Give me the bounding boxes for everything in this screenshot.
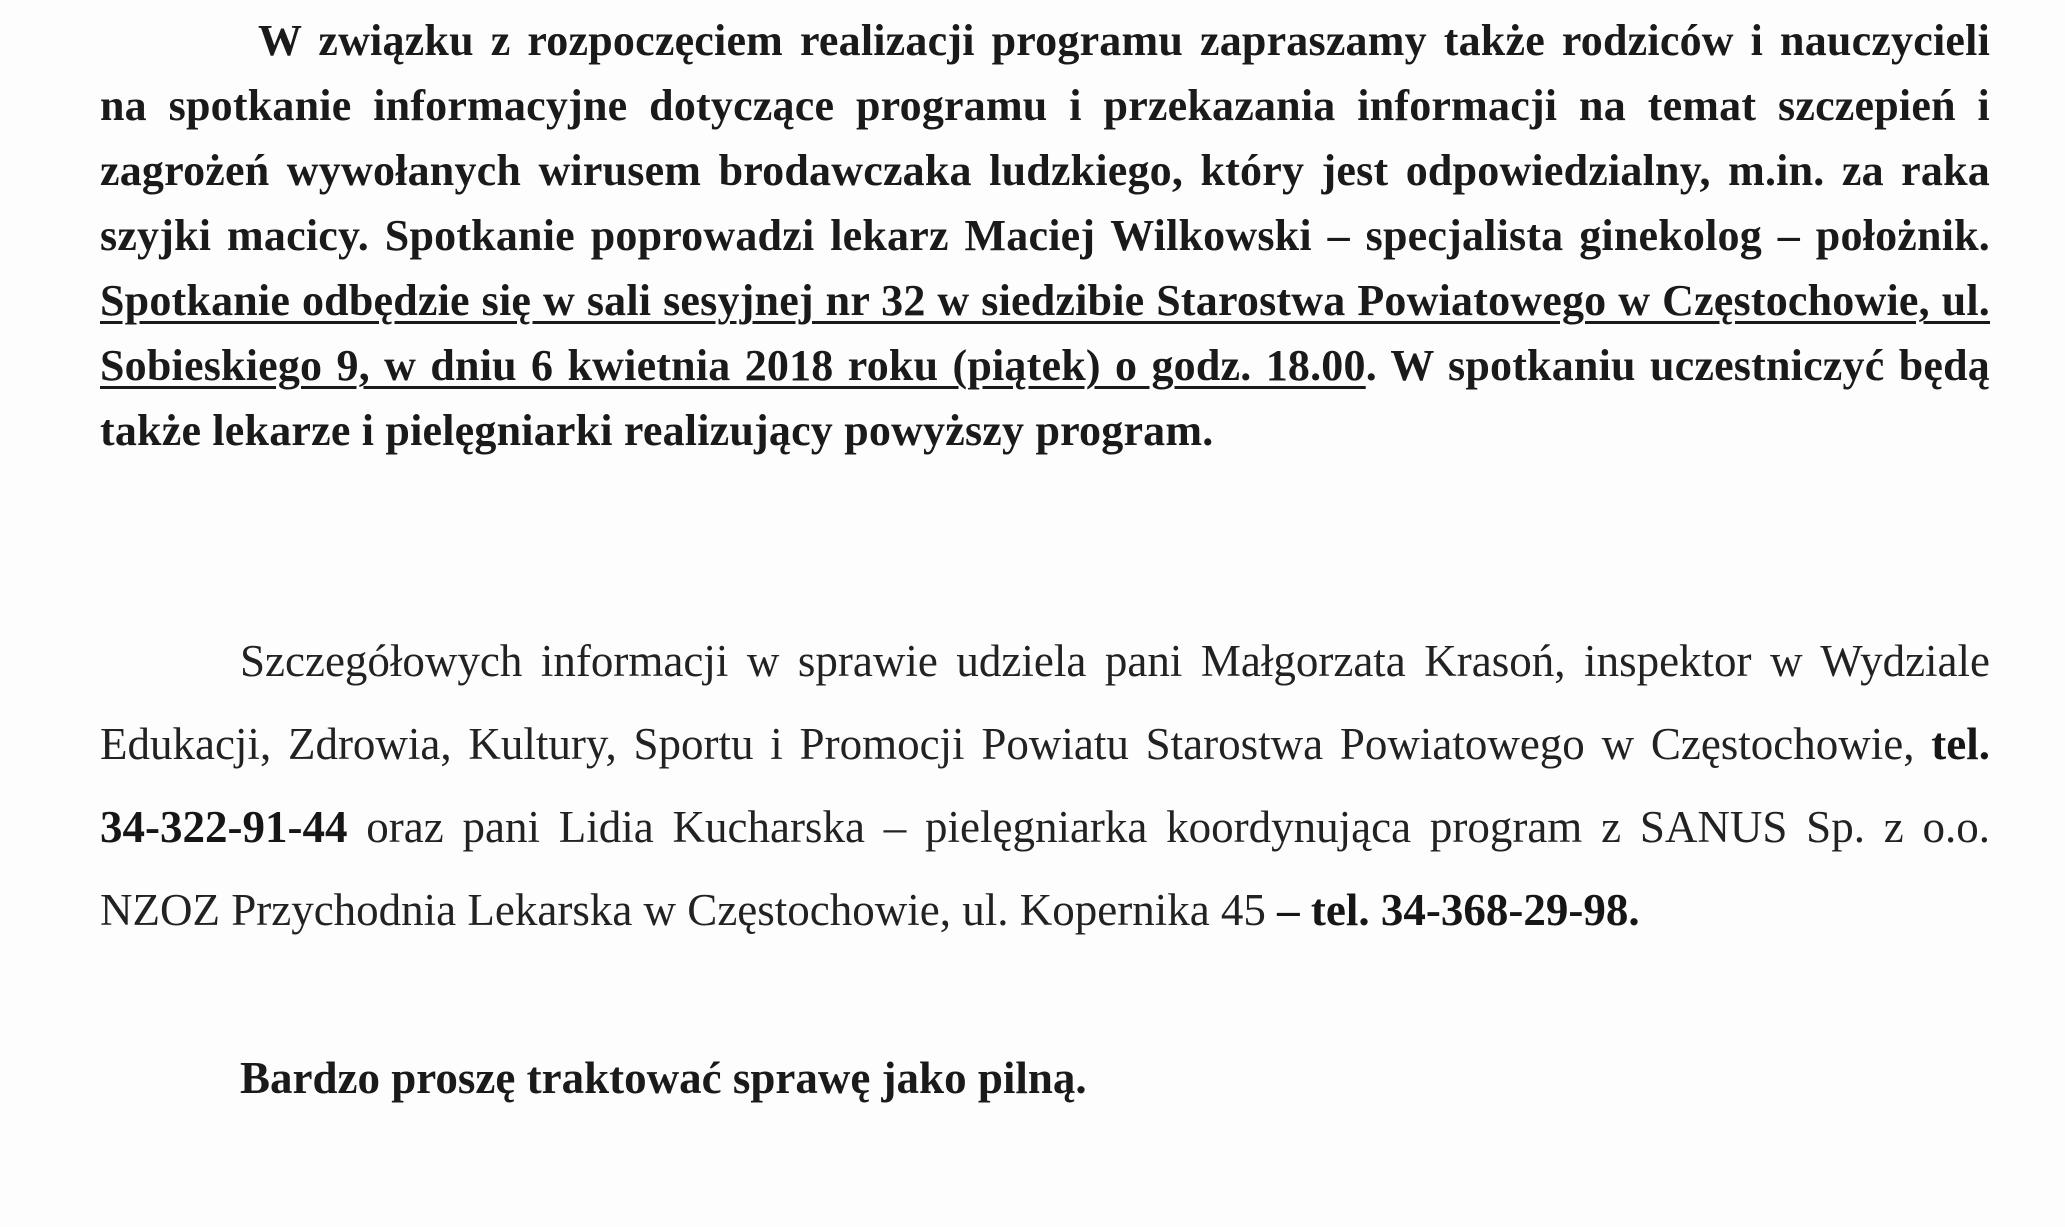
contact-text-part1: Szczegółowych informacji w sprawie udziela pani Małgorzata Krasoń, inspektor w Wydziale Edukacji, Zdrowia, Kultury, Sportu i Promocji Powiatu Starostwa Powiatowego w Częstochowie,: [100, 636, 1990, 769]
contact-info-paragraph: [100, 620, 1990, 952]
meeting-details-underlined: Spotkanie odbędzie się w sali sesyjnej nr 32 w siedzibie Starostwa Powiatowego w Częstochowie, ul. Sobieskiego 9, w dniu 6 kwietnia 2018 roku (piątek) o godz. 18.00: [100, 276, 1990, 390]
invitation-intro-text: W związku z rozpoczęciem realizacji programu zapraszamy także rodziców i nauczycieli na spotkanie informacyjne dotyczące programu i przekazania informacji na temat szczepień i zagrożeń wywołanych wirusem brodawczaka ludzkiego, który jest odpowiedzialny, m.in. za raka szyjki macicy. Spotkanie poprowadzi lekarz Maciej Wilkowski – specjalista ginekolog – położnik.: [100, 16, 1990, 260]
invitation-outro-text: . W spotkaniu uczestniczyć będą także lekarze i pielęgniarki realizujący powyższy program.: [100, 341, 1990, 455]
closing-sentence: Bardzo proszę traktować sprawę jako pilną.: [240, 1053, 1087, 1103]
contact-text-part2: oraz pani Lidia Kucharska – pielęgniarka koordynująca program z SANUS Sp. z o.o. NZOZ Przychodnia Lekarska w Częstochowie, ul. Kopernika 45: [100, 802, 1991, 935]
contact-phone-2: – tel. 34-368-29-98.: [1277, 885, 1640, 935]
contact-phone-1: tel. 34-322-91-44: [100, 719, 1990, 852]
meeting-invitation-paragraph: [100, 8, 1990, 463]
